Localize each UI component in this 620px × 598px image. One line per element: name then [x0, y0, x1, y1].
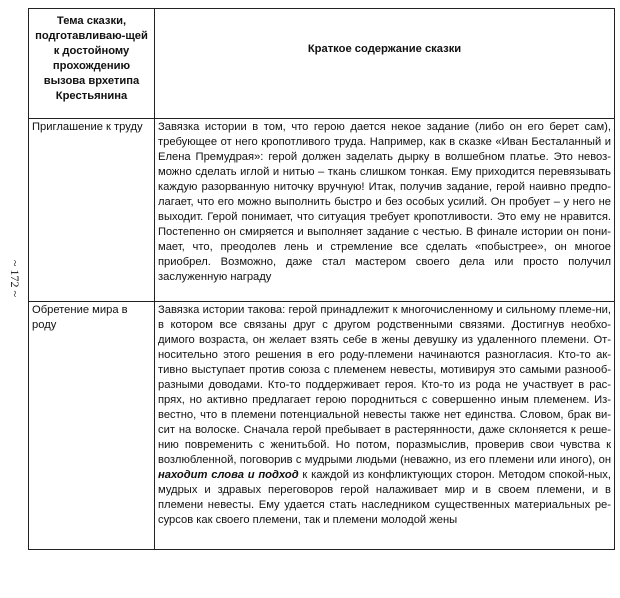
- tale-table: [28, 8, 615, 550]
- table-header-row: [29, 9, 615, 119]
- summary-emphasis: находит слова и подход: [158, 469, 299, 481]
- theme-cell: Обретение мира в роду: [29, 302, 155, 550]
- summary-cell: [155, 302, 615, 550]
- summary-text-before: Завязка истории такова: герой принадлежит к многочисленному и сильному племе-ни, в котором все связаны друг с другом родственными связями. Достигнув необхо-димого возраста, он желает взять себе в жены девушку из удаленного племени. От-носительно этого решения в его роду-племени начинаются разногласия. Кто-то ак-тивно выступает против союза с племенем невесты, мотивируя это самыми разнооб-разными доводами. Кто-то поддерживает героя. Кто-то из рода не участвует в рас-прях, но активно предлагает герою породниться с совершенно иным племенем. Из-вестно, что в племени потенциальной невесты также нет единства. Словом, брак ви-сит на волоске. Сначала герой пребывает в растерянности, даже склоняется к реше-нию повременить с женитьбой. Но потом, поразмыслив, проверив свои чувства к возлюбленной, поговорив с мудрыми людьми (неважно, из его племени или иного), он: [158, 304, 611, 466]
- header-theme-cell: Тема сказки, подготавливаю-щей к достойному прохождению вызова врхетипа Крестьянина: [29, 9, 155, 119]
- summary-text-after: к каждой из конфликтующих сторон. Методом спокой-ных, мудрых и здравых переговоров герой налаживает мир и в своем племени, и в племени невесты. Ему удается стать наследником существенных материальных ре-сурсов как своего племени, так и племени молодой жены: [158, 469, 611, 526]
- page-number: ~ 172 ~: [8, 259, 22, 297]
- header-summary-text: Краткое содержание сказки: [307, 43, 462, 55]
- table-row: [29, 119, 615, 302]
- table-row: [29, 302, 615, 550]
- summary-cell: Завязка истории в том, что герою дается некое задание (либо он его берет сам), требующее от него кропотливого труда. Например, как в сказке «Иван Бесталанный и Елена Премудрая»: герой должен заделать дырку в волшебном платье. Это невоз-можно сделать иглой и нитью – ткань слишком тонкая. Ему приходится перевязывать каждую разорванную ниточку вручную! Итак, получив задание, герой наивно предпо-лагает, что его можно выполнить быстро и без особых усилий. Он пробует – у него не выходит. Герой понимает, что ситуация требует кропотливости. Это ему не нравится. Постепенно он смиряется и выполняет задание с честью. В финале истории он пони-мает, что, преодолев лень и стремление все сделать «побыстрее», он многое приобрел. Возможно, даже стал мастером своего дела или просто получил заслуженную награду: [155, 119, 615, 302]
- theme-cell: Приглашение к труду: [29, 119, 155, 302]
- header-summary-cell: [155, 9, 615, 119]
